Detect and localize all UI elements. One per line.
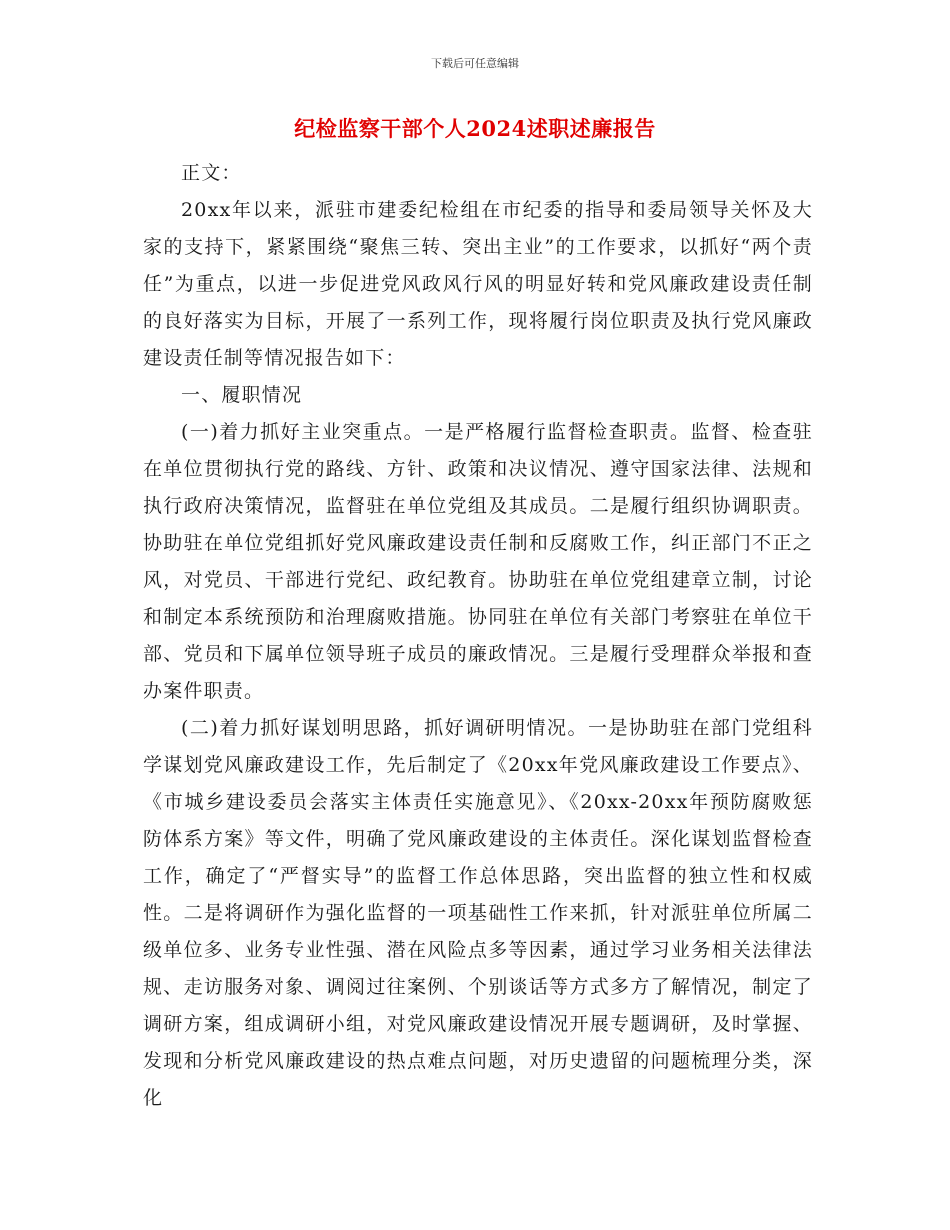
- body-paragraph-label: 正文：: [181, 162, 242, 184]
- header-note: 下载后可任意编辑: [431, 57, 519, 70]
- body-paragraph-1: (一)着力抓好主业突重点。一是严格履行监督检查职责。监督、检查驻在单位贯彻执行党的路线、方针、政策和决议情况、遵守国家法律、法规和执行政府决策情况，监督驻在单位党组及其成员。二是履行组织协调职责。协助驻在单位党组抓好党风廉政建设责任制和反腐败工作，纠正部门不正之风，对党员、干部进行党纪、政纪教育。协助驻在单位党组建章立制，讨论和制定本系统预防和治理腐败措施。协同驻在单位有关部门考察驻在单位干部、党员和下属单位领导班子成员的廉政情况。三是履行受理群众举报和查办案件职责。: [143, 421, 813, 702]
- body-paragraph-2: (二)着力抓好谋划明思路，抓好调研明情况。一是协助驻在部门党组科学谋划党风廉政建设工作，先后制定了《20xx年党风廉政建设工作要点》、《市城乡建设委员会落实主体责任实施意见》、《20xx-20xx年预防腐败惩防体系方案》等文件，明确了党风廉政建设的主体责任。深化谋划监督检查工作，确定了“严督实导”的监督工作总体思路，突出监督的独立性和权威性。二是将调研作为强化监督的一项基础性工作来抓，针对派驻单位所属二级单位多、业务专业性强、潜在风险点多等因素，通过学习业务相关法律法规、走访服务对象、调阅过往案例、个别谈话等方式多方了解情况，制定了调研方案，组成调研小组，对党风廉政建设情况开展专题调研，及时掌握、发现和分析党风廉政建设的热点难点问题，对历史遗留的问题梳理分类，深化: [143, 717, 813, 1109]
- body-paragraph-intro: 20xx年以来，派驻市建委纪检组在市纪委的指导和委局领导关怀及大家的支持下，紧紧围绕“聚焦三转、突出主业”的工作要求，以抓好“两个责任”为重点，以进一步促进党风政风行风的明显好转和党风廉政建设责任制的良好落实为目标，开展了一系列工作，现将履行岗位职责及执行党风廉政建设责任制等情况报告如下：: [143, 199, 813, 369]
- document-body: [143, 155, 813, 1117]
- section-heading: 一、履职情况: [181, 384, 303, 406]
- document-title: 纪检监察干部个人2024述职述廉报告: [294, 116, 656, 141]
